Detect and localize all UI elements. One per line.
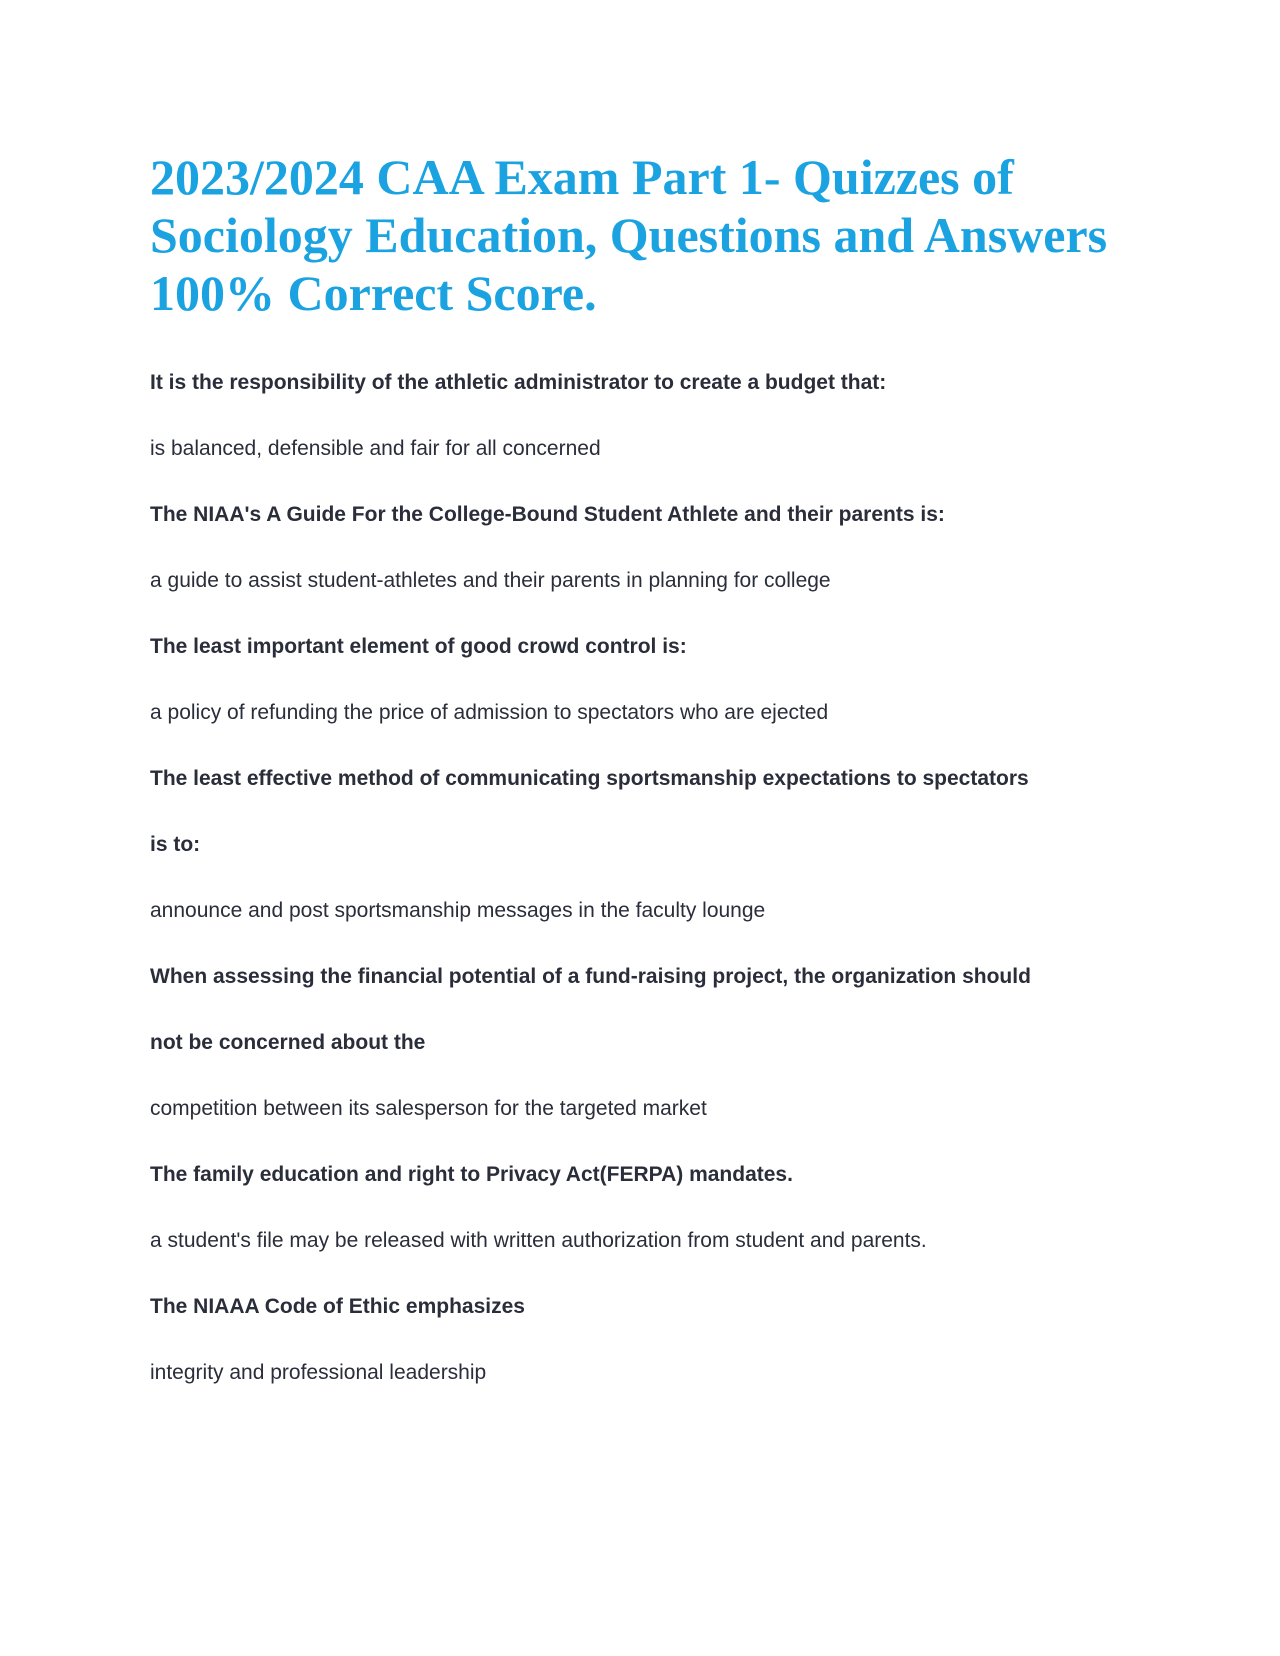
- answer-text: a guide to assist student-athletes and their parents in planning for college: [150, 569, 831, 592]
- question-text: The family education and right to Privacy Act(FERPA) mandates.: [150, 1163, 793, 1186]
- answer-text: announce and post sportsmanship messages in the faculty lounge: [150, 899, 766, 922]
- document-title: 2023/2024 CAA Exam Part 1- Quizzes of Sociology Education, Questions and Answers 100% Correct Score.: [150, 149, 1108, 321]
- question-text: not be concerned about the: [150, 1031, 426, 1054]
- question-text: The NIAAA Code of Ethic emphasizes: [150, 1295, 525, 1318]
- answer-text: is balanced, defensible and fair for all concerned: [150, 437, 601, 460]
- question-text: is to:: [150, 833, 201, 856]
- answer-text: a policy of refunding the price of admission to spectators who are ejected: [150, 701, 829, 724]
- question-text: The least important element of good crowd control is:: [150, 635, 687, 658]
- question-text: When assessing the financial potential of a fund-raising project, the organization should: [150, 965, 1031, 988]
- answer-text: competition between its salesperson for the targeted market: [150, 1097, 707, 1120]
- answer-text: a student's file may be released with written authorization from student and parents.: [150, 1229, 927, 1252]
- answer-text: integrity and professional leadership: [150, 1361, 487, 1384]
- question-text: It is the responsibility of the athletic administrator to create a budget that:: [150, 371, 887, 394]
- question-text: The NIAA's A Guide For the College-Bound Student Athlete and their parents is:: [150, 503, 945, 526]
- question-text: The least effective method of communicating sportsmanship expectations to spectators: [150, 767, 1029, 790]
